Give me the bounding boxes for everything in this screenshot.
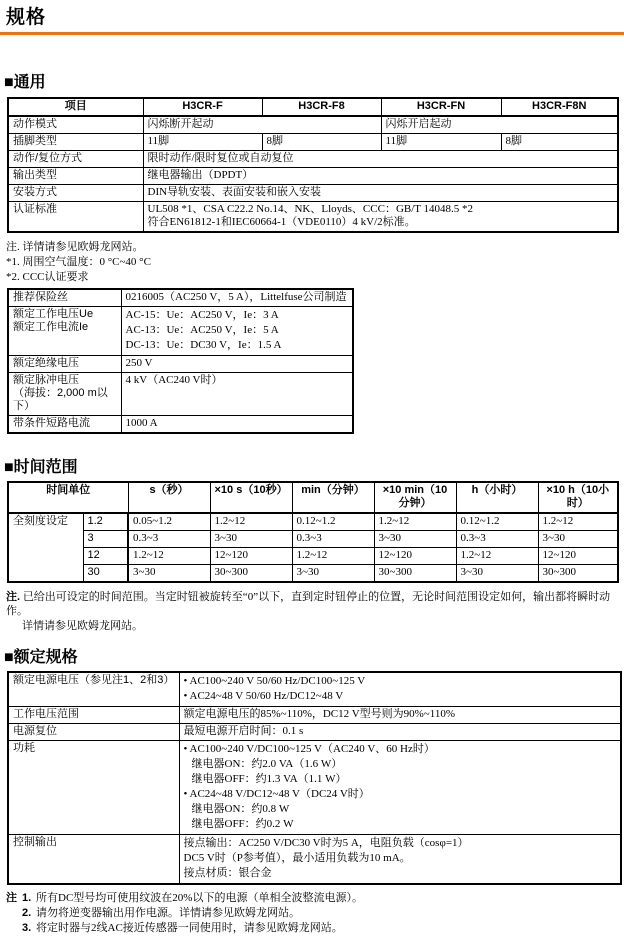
row-label: 动作模式 bbox=[8, 116, 143, 134]
cell-value: 3~30 bbox=[210, 531, 292, 548]
note-continuation: 详情请参见欧姆龙网站。 bbox=[22, 620, 143, 632]
note-text: 请勿将逆变器输出用作电源。详情请参见欧姆龙网站。 bbox=[36, 907, 300, 919]
table-row bbox=[8, 289, 353, 307]
cell-value: 3~30 bbox=[456, 565, 538, 583]
row-label: 工作电压范围 bbox=[8, 707, 179, 724]
table-row bbox=[8, 151, 618, 168]
general-table bbox=[7, 97, 619, 233]
cell-value bbox=[179, 741, 621, 835]
table-row bbox=[8, 724, 621, 741]
row-label: 动作/复位方式 bbox=[8, 151, 143, 168]
cell-value: 1.2~12 bbox=[292, 548, 374, 565]
column-header-h3cr-f: H3CR-F bbox=[143, 98, 262, 116]
cell-value: 继电器输出（DPDT） bbox=[143, 168, 618, 185]
row-label bbox=[8, 373, 121, 416]
column-header-h: h（小时） bbox=[456, 482, 538, 513]
row-label: 输出类型 bbox=[8, 168, 143, 185]
cell-value: 限时动作/限时复位或自动复位 bbox=[143, 151, 618, 168]
row-label: 电源复位 bbox=[8, 724, 179, 741]
note-line-2 bbox=[22, 906, 624, 921]
time-range-table bbox=[7, 481, 619, 583]
row-label: 带条件短路电流 bbox=[8, 416, 121, 434]
power-line-6: 继电器OFF：约0.2 W bbox=[191, 818, 294, 830]
cell-value: 12~120 bbox=[210, 548, 292, 565]
column-header-x10s: ×10 s（10秒） bbox=[210, 482, 292, 513]
row-label: 插脚类型 bbox=[8, 134, 143, 151]
cell-value: 最短电源开启时间：0.1 s bbox=[179, 724, 621, 741]
label-line-1: 额定工作电压Ue bbox=[13, 308, 94, 320]
power-line-5: 继电器ON：约0.8 W bbox=[191, 803, 290, 815]
scale-key: 3 bbox=[83, 531, 128, 548]
note-label: 注. bbox=[6, 591, 21, 603]
cell-value: 8脚 bbox=[262, 134, 381, 151]
cell-value: 250 V bbox=[121, 356, 353, 373]
table-row bbox=[8, 835, 621, 885]
column-header-x10h: ×10 h（10小时） bbox=[538, 482, 618, 513]
table-header-row bbox=[8, 482, 618, 513]
note-text: 所有DC型号均可使用纹波在20%以下的电源（单相全波整流电源）。 bbox=[36, 892, 363, 904]
cell-value: 0216005（AC250 V，5 A），Littelfuse公司制造 bbox=[121, 289, 353, 307]
table-row bbox=[8, 307, 353, 356]
cell-value: 3~30 bbox=[374, 531, 456, 548]
cert-line-1: UL508 *1、CSA C22.2 No.14、NK、Lloyds、CCC：GB/T 14048.5 *2 bbox=[147, 203, 474, 215]
page-title: 规格 bbox=[6, 7, 47, 28]
column-header-unit: 时间单位 bbox=[8, 482, 128, 513]
table-row bbox=[8, 513, 618, 531]
table-row bbox=[8, 741, 621, 835]
table-row bbox=[8, 134, 618, 151]
cell-value: 30~300 bbox=[538, 565, 618, 583]
cell-value: 闪烁开启起动 bbox=[381, 116, 618, 134]
power-line-3: 继电器OFF：约1.3 VA（1.1 W） bbox=[191, 773, 347, 785]
label-line-1: 额定脉冲电压 bbox=[13, 374, 79, 386]
cell-value: 0.3~3 bbox=[456, 531, 538, 548]
control-line-3: 接点材质：银合金 bbox=[183, 867, 272, 879]
cell-value: 1.2~12 bbox=[538, 513, 618, 531]
cell-value: 8脚 bbox=[501, 134, 618, 151]
note-number: 3. bbox=[22, 922, 32, 934]
column-header-h3cr-f8: H3CR-F8 bbox=[262, 98, 381, 116]
cell-value: 11脚 bbox=[381, 134, 501, 151]
label-line-2: （海拔：2,000 m以下） bbox=[13, 387, 108, 412]
note-line-1 bbox=[6, 891, 624, 906]
power-line-1: • AC100~240 V/DC100~125 V（AC240 V、60 Hz时） bbox=[183, 743, 435, 755]
note-text: 将定时器与2线AC接近传感器一同使用时，请参见欧姆龙网站。 bbox=[36, 922, 343, 934]
power-line-2: 继电器ON：约2.0 VA（1.6 W） bbox=[191, 758, 343, 770]
column-header-x10min: ×10 min（10分钟） bbox=[374, 482, 456, 513]
column-header-item: 项目 bbox=[8, 98, 143, 116]
cell-value: 0.3~3 bbox=[292, 531, 374, 548]
control-line-1: 接点输出：AC250 V/DC30 V时为5 A，电阻负载（cosφ=1） bbox=[183, 837, 469, 849]
voltage-line-1: • AC100~240 V 50/60 Hz/DC100~125 V bbox=[183, 675, 366, 687]
table-row bbox=[8, 707, 621, 724]
row-label: 认证标准 bbox=[8, 202, 143, 233]
power-line-4: • AC24~48 V/DC12~48 V（DC24 V时） bbox=[183, 788, 370, 800]
row-label: 推荐保险丝 bbox=[8, 289, 121, 307]
cell-value: 12~120 bbox=[374, 548, 456, 565]
label-line-2: 额定工作电流Ie bbox=[13, 321, 89, 333]
ratings-table bbox=[7, 671, 622, 885]
cell-value: 1.2~12 bbox=[128, 548, 210, 565]
table-row bbox=[8, 565, 618, 583]
cell-value: 1.2~12 bbox=[456, 548, 538, 565]
note-line-3 bbox=[22, 921, 624, 936]
note-number: 2. bbox=[22, 907, 32, 919]
cell-value: 0.05~1.2 bbox=[128, 513, 210, 531]
table-row bbox=[8, 548, 618, 565]
time-range-note bbox=[6, 590, 624, 633]
table-header-row bbox=[8, 98, 618, 116]
rated-line-3: DC-13：Ue：DC30 V，Ie：1.5 A bbox=[125, 339, 282, 351]
table-row bbox=[8, 116, 618, 134]
footnote-2: *2. CCC认证要求 bbox=[6, 271, 89, 283]
cell-value: 3~30 bbox=[538, 531, 618, 548]
table-row bbox=[8, 202, 618, 233]
table-row bbox=[8, 168, 618, 185]
general-notes bbox=[6, 240, 624, 284]
note-number: 1. bbox=[22, 892, 32, 904]
footnote-1: *1. 周围空气温度：0 °C~40 °C bbox=[6, 256, 151, 268]
cell-value: 3~30 bbox=[128, 565, 210, 583]
row-group-label: 全刻度设定 bbox=[8, 513, 83, 582]
cell-value: 1.2~12 bbox=[210, 513, 292, 531]
cert-line-2: 符合EN61812-1和IEC60664-1（VDE0110）4 kV/2标准。 bbox=[147, 216, 416, 228]
section-heading-time-range: ■时间范围 bbox=[4, 459, 78, 476]
cell-value: 4 kV（AC240 V时） bbox=[121, 373, 353, 416]
cell-value: 30~300 bbox=[210, 565, 292, 583]
column-header-h3cr-fn: H3CR-FN bbox=[381, 98, 501, 116]
cell-value bbox=[143, 202, 618, 233]
table-row bbox=[8, 356, 353, 373]
rated-line-2: AC-13：Ue：AC250 V，Ie：5 A bbox=[125, 324, 279, 336]
note-line bbox=[6, 590, 624, 618]
table-row bbox=[8, 672, 621, 707]
column-header-h3cr-f8n: H3CR-F8N bbox=[501, 98, 618, 116]
table-row bbox=[8, 531, 618, 548]
cell-value: 0.12~1.2 bbox=[456, 513, 538, 531]
cell-value: DIN导轨安装、表面安装和嵌入安装 bbox=[143, 185, 618, 202]
row-label: 功耗 bbox=[8, 741, 179, 835]
row-label: 额定电源电压（参见注1、2和3） bbox=[8, 672, 179, 707]
cell-value: 闪烁断开起动 bbox=[143, 116, 381, 134]
control-line-2: DC5 V时（P参考值），最小适用负载为10 mA。 bbox=[183, 852, 411, 864]
cell-value: 1000 A bbox=[121, 416, 353, 434]
cell-value: 11脚 bbox=[143, 134, 262, 151]
section-heading-ratings: ■额定规格 bbox=[4, 649, 78, 666]
scale-key: 30 bbox=[83, 565, 128, 583]
cell-value: 3~30 bbox=[292, 565, 374, 583]
ratings-notes bbox=[6, 891, 624, 936]
column-header-min: min（分钟） bbox=[292, 482, 374, 513]
column-header-s: s（秒） bbox=[128, 482, 210, 513]
cell-value bbox=[179, 672, 621, 707]
note-text: 已给出可设定的时间范围。当定时钮被旋转至“0”以下，直到定时钮停止的位置，无论时间范围设定如何，输出都将瞬时动作。 bbox=[6, 591, 611, 617]
row-label bbox=[8, 307, 121, 356]
cell-value: 0.3~3 bbox=[128, 531, 210, 548]
table-row bbox=[8, 373, 353, 416]
table-row bbox=[8, 185, 618, 202]
row-label: 安装方式 bbox=[8, 185, 143, 202]
row-label: 控制输出 bbox=[8, 835, 179, 885]
section-heading-general: ■通用 bbox=[4, 74, 46, 91]
table-row bbox=[8, 416, 353, 434]
scale-key: 1.2 bbox=[83, 513, 128, 531]
cell-value: 额定电源电压的85%~110%，DC12 V型号则为90%~110% bbox=[179, 707, 621, 724]
note-line: 注. 详情请参见欧姆龙网站。 bbox=[6, 241, 144, 253]
cell-value bbox=[179, 835, 621, 885]
cell-value: 0.12~1.2 bbox=[292, 513, 374, 531]
voltage-line-2: • AC24~48 V 50/60 Hz/DC12~48 V bbox=[183, 690, 344, 702]
title-accent-rule bbox=[0, 32, 624, 35]
scale-key: 12 bbox=[83, 548, 128, 565]
cell-value: 1.2~12 bbox=[374, 513, 456, 531]
cell-value: 30~300 bbox=[374, 565, 456, 583]
cell-value: 12~120 bbox=[538, 548, 618, 565]
ccc-requirements-table bbox=[7, 288, 354, 434]
row-label: 额定绝缘电压 bbox=[8, 356, 121, 373]
cell-value bbox=[121, 307, 353, 356]
note-prefix: 注 bbox=[6, 892, 17, 904]
rated-line-1: AC-15：Ue：AC250 V，Ie：3 A bbox=[125, 309, 279, 321]
